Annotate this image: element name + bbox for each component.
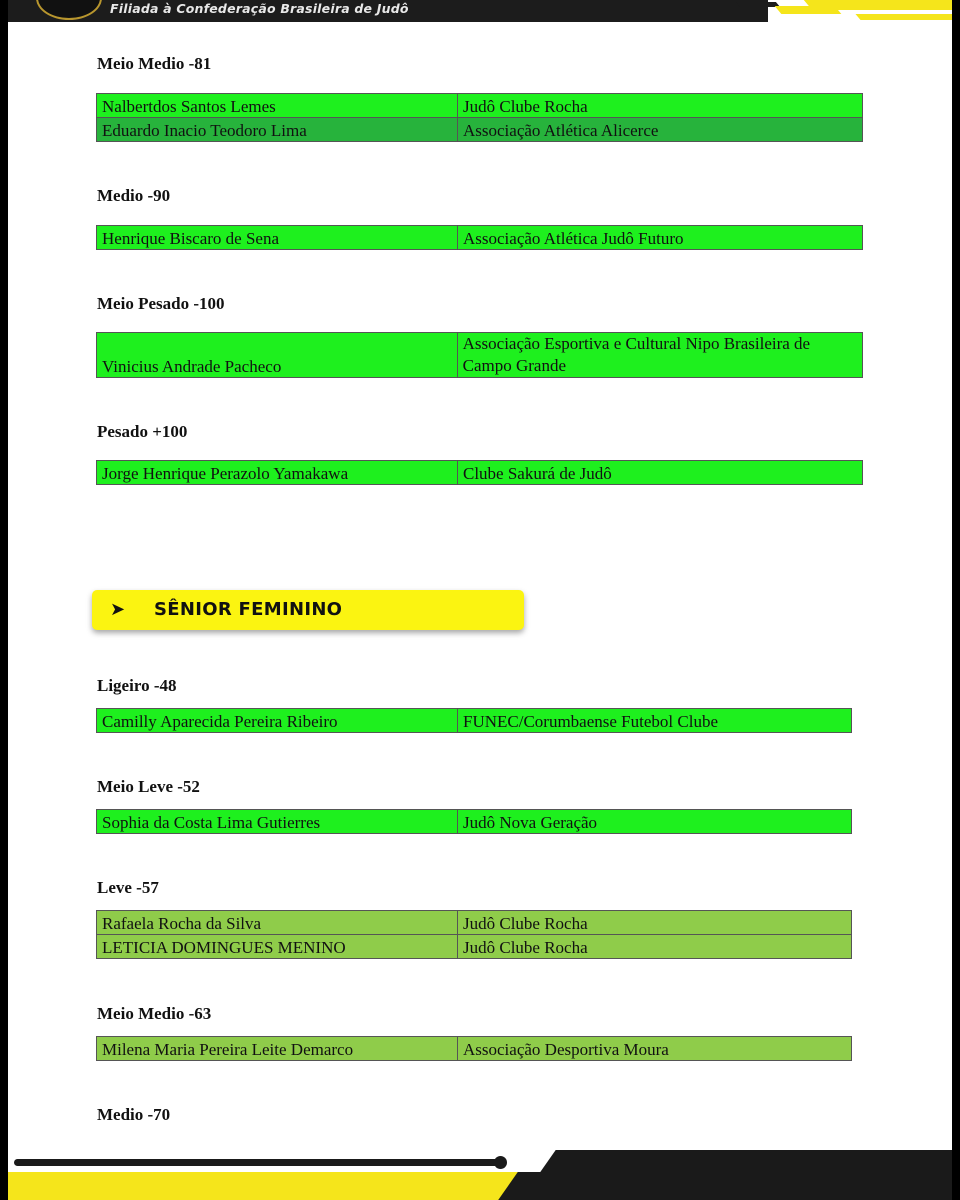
category-heading: Meio Pesado -100 <box>97 294 225 313</box>
results-table <box>96 1036 852 1061</box>
table-row <box>97 709 852 733</box>
document-page <box>8 0 952 1200</box>
footer-band <box>540 1150 952 1172</box>
athlete-name: Henrique Biscaro de Sena <box>97 226 458 250</box>
club-name: Associação Esportiva e Cultural Nipo Brasileira de Campo Grande <box>457 333 862 378</box>
results-table <box>96 910 852 959</box>
club-name: Judô Clube Rocha <box>458 935 852 959</box>
category-heading: Medio -90 <box>97 186 171 205</box>
results-table <box>96 93 863 142</box>
table-row <box>97 333 863 378</box>
table-row <box>97 911 852 935</box>
table-row <box>97 94 863 118</box>
results-table <box>96 460 863 485</box>
club-name: Judô Nova Geração <box>458 810 852 834</box>
footer-divider <box>14 1159 504 1166</box>
club-name: Associação Atlética Alicerce <box>458 118 863 142</box>
footer-stripe <box>8 1172 548 1200</box>
athlete-name: Nalbertdos Santos Lemes <box>97 94 458 118</box>
table-row <box>97 461 863 485</box>
footer-band <box>498 1172 952 1200</box>
header-stripe <box>855 14 952 20</box>
athlete-name: Camilly Aparecida Pereira Ribeiro <box>97 709 458 733</box>
results-table <box>96 708 852 733</box>
results-table <box>96 332 863 378</box>
page-footer <box>8 1150 952 1200</box>
category-heading: Meio Leve -52 <box>97 777 200 796</box>
section-title: SÊNIOR FEMININO <box>154 599 343 620</box>
header-tagline: Filiada à Confederação Brasileira de Judô <box>110 1 409 16</box>
arrowhead-right-icon: ➤ <box>110 599 126 620</box>
header-stripe <box>736 2 780 7</box>
athlete-name: LETICIA DOMINGUES MENINO <box>97 935 458 959</box>
athlete-name: Eduardo Inacio Teodoro Lima <box>97 118 458 142</box>
table-row <box>97 935 852 959</box>
header-bar <box>8 0 952 22</box>
club-name: Associação Atlética Judô Futuro <box>458 226 863 250</box>
athlete-name: Rafaela Rocha da Silva <box>97 911 458 935</box>
table-row <box>97 810 852 834</box>
club-name: FUNEC/Corumbaense Futebol Clube <box>458 709 852 733</box>
category-heading: Meio Medio -81 <box>97 54 212 73</box>
footer-divider-dot <box>494 1156 507 1169</box>
athlete-name: Sophia da Costa Lima Gutierres <box>97 810 458 834</box>
header-stripe <box>804 0 952 10</box>
results-table <box>96 809 852 834</box>
category-heading: Pesado +100 <box>97 422 188 441</box>
table-row <box>97 1037 852 1061</box>
category-heading: Ligeiro -48 <box>97 676 177 695</box>
athlete-name: Jorge Henrique Perazolo Yamakawa <box>97 461 458 485</box>
category-heading: Leve -57 <box>97 878 159 897</box>
club-name: Associação Desportiva Moura <box>458 1037 852 1061</box>
athlete-name: Milena Maria Pereira Leite Demarco <box>97 1037 458 1061</box>
category-heading: Medio -70 <box>97 1105 171 1124</box>
table-row <box>97 226 863 250</box>
athlete-name: Vinicius Andrade Pacheco <box>97 333 458 378</box>
club-name: Judô Clube Rocha <box>458 94 863 118</box>
section-banner <box>92 590 524 630</box>
club-name: Judô Clube Rocha <box>458 911 852 935</box>
table-row <box>97 118 863 142</box>
category-heading: Meio Medio -63 <box>97 1004 212 1023</box>
club-name: Clube Sakurá de Judô <box>458 461 863 485</box>
results-table <box>96 225 863 250</box>
